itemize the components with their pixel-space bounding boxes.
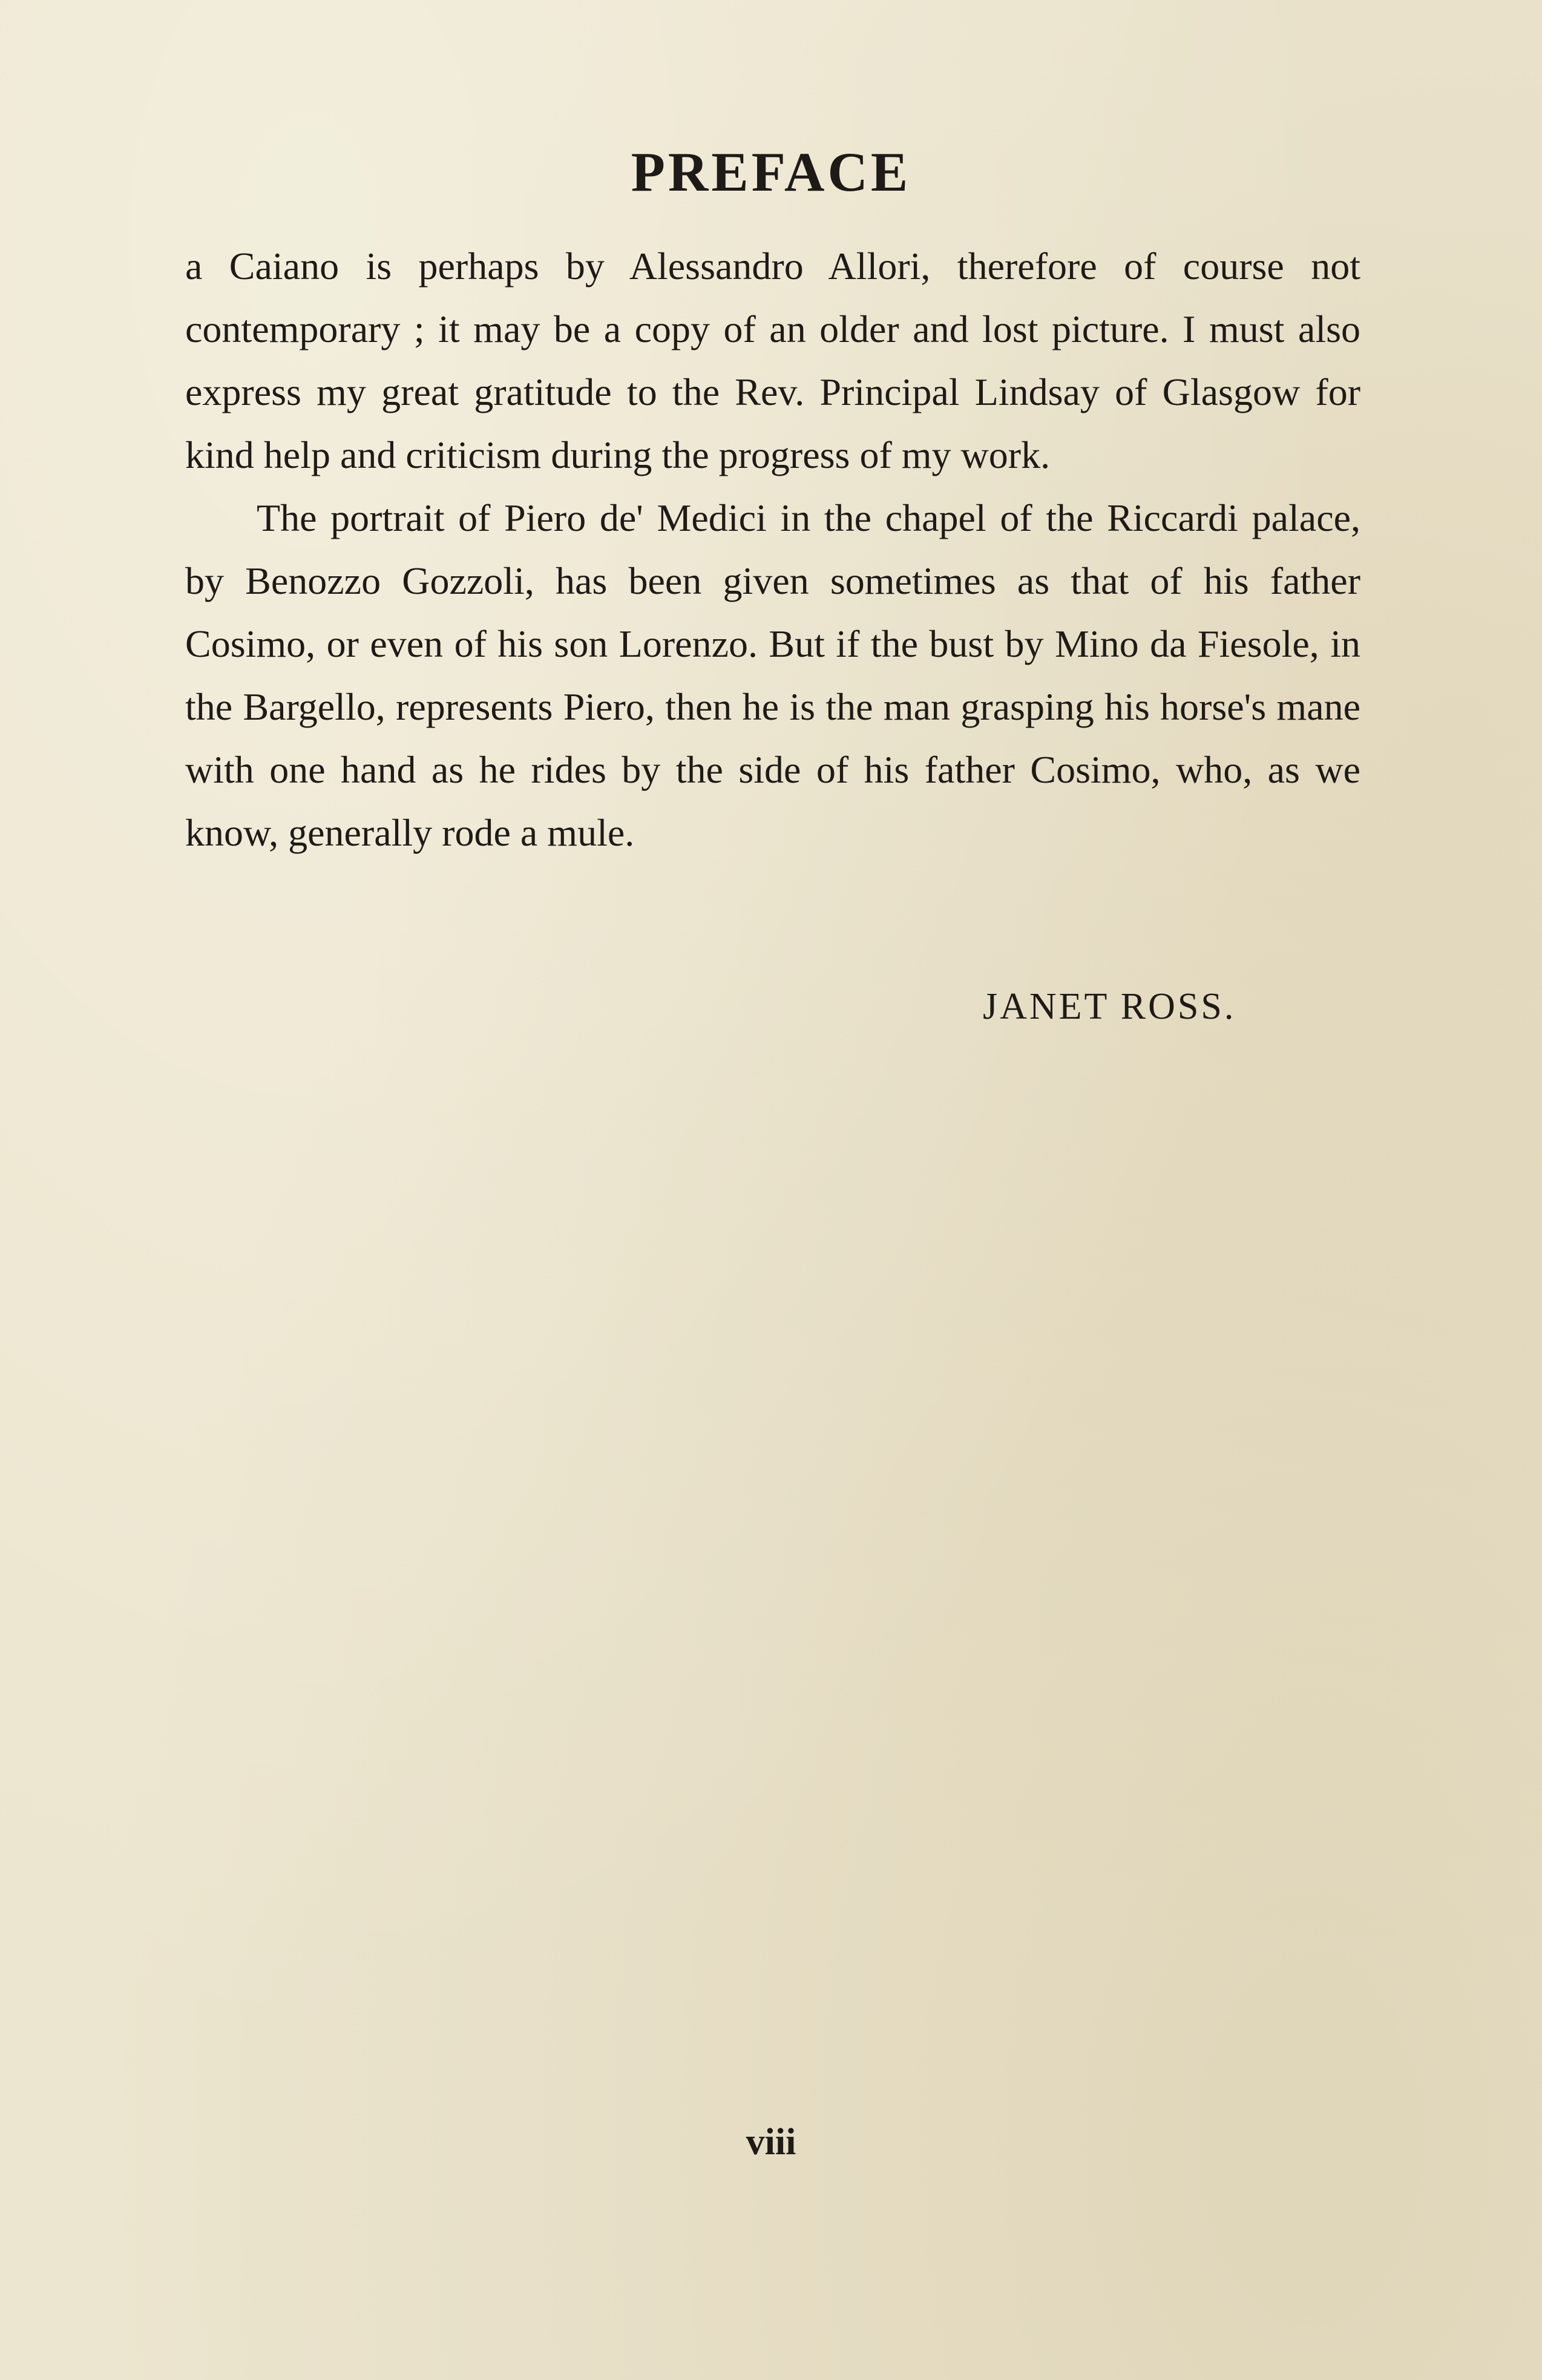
author-signature: JANET ROSS. xyxy=(983,986,1236,1027)
paragraph-portrait: The portrait of Piero de' Medici in the chapel of the Riccardi palace, by Benozzo Gozzoli, has been given sometimes as that of his father Cosimo, or even of his son Lorenzo. But if the bust by Mino da Fiesole, in the Bargello, represents Piero, then he is the man grasping his horse's mane with one hand as he rides by the side of his father Cosimo, who, as we know, generally rode a mule. xyxy=(185,496,1360,854)
paragraph-continuation: a Caiano is perhaps by Alessandro Allori, therefore of course not contemporary ; it may be a copy of an older and lost picture. I must also express my great gratitude to the Rev. Principal Lindsay of Glasgow for kind help and criticism during the progress of my work. xyxy=(185,245,1360,476)
preface-text xyxy=(185,235,1360,864)
running-title: PREFACE xyxy=(631,141,911,203)
page-number: viii xyxy=(746,2122,796,2163)
